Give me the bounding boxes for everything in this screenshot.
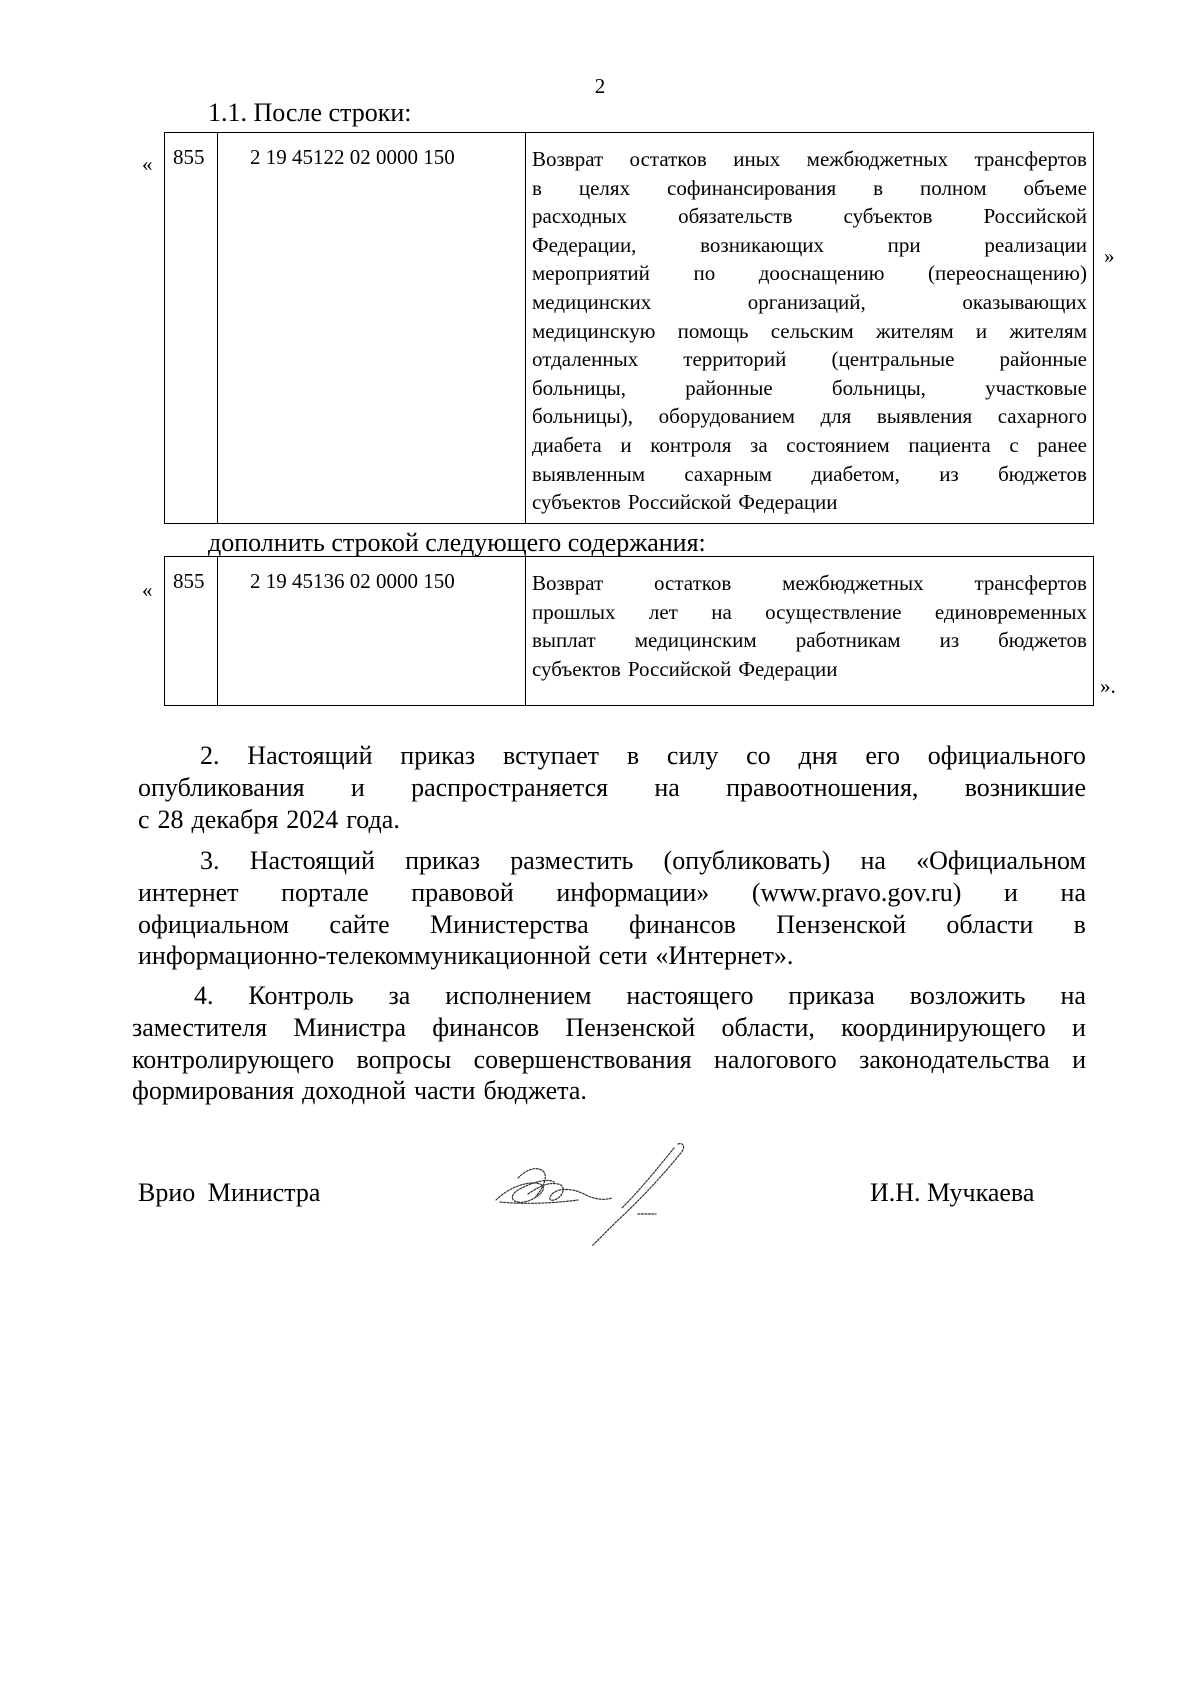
kbk-cell bbox=[218, 557, 526, 706]
text-line: 4. Контроль за исполнением настоящего приказа возложить на bbox=[194, 981, 1086, 1010]
paragraph-control bbox=[132, 980, 1086, 1107]
text-line: Возврат остатков иных межбюджетных трансфертов bbox=[532, 147, 1087, 171]
text-line: субъектов Российской Федерации bbox=[532, 490, 838, 515]
signatory-title: Врио Министра bbox=[138, 1178, 321, 1207]
text-line: отдаленных территорий (центральные районные bbox=[532, 347, 1087, 372]
text-line: с 28 декабря 2024 года. bbox=[138, 804, 400, 834]
amendment-heading-add-row: дополнить строкой следующего содержания: bbox=[208, 528, 706, 557]
description-cell bbox=[526, 557, 1094, 706]
code-cell bbox=[165, 133, 218, 524]
text-line: официальном сайте Министерства финансов Пензенской области в bbox=[138, 909, 1086, 939]
handwritten-signature bbox=[488, 1138, 718, 1248]
table-row bbox=[165, 557, 1094, 706]
budget-classification-code: 2 19 45122 02 0000 150 bbox=[250, 145, 455, 169]
paragraph-publication bbox=[138, 845, 1086, 972]
kbk-cell bbox=[218, 133, 526, 524]
text-line: медицинских организаций, оказывающих bbox=[532, 289, 1087, 314]
budget-classification-code: 2 19 45136 02 0000 150 bbox=[250, 569, 455, 593]
paragraph-effective-date bbox=[138, 740, 1086, 835]
text-line: мероприятий по дооснащению (переоснащению) bbox=[532, 261, 1087, 286]
text-line: интернет портале правовой информации» (www.pravo.gov.ru) и на bbox=[138, 877, 1086, 907]
page-number: 2 bbox=[594, 74, 606, 98]
existing-row-table bbox=[164, 132, 1094, 524]
admin-code: 855 bbox=[173, 569, 205, 593]
text-line: расходных обязательств субъектов Российской bbox=[532, 204, 1087, 229]
row-description bbox=[526, 557, 1093, 683]
text-line: заместителя Министра финансов Пензенской области, координирующего и bbox=[132, 1012, 1086, 1042]
text-line: субъектов Российской Федерации bbox=[532, 656, 838, 681]
text-line: выплат медицинским работникам из бюджетов bbox=[532, 628, 1087, 653]
text-line: Возврат остатков межбюджетных трансфертов bbox=[532, 571, 1087, 595]
text-line: диабета и контроля за состоянием пациента с ранее bbox=[532, 432, 1087, 457]
text-line: контролирующего вопросы совершенствования налогового законодательства и bbox=[132, 1044, 1086, 1074]
table-row bbox=[165, 133, 1094, 524]
amendment-heading-after-row: 1.1. После строки: bbox=[208, 98, 412, 127]
new-row-table bbox=[164, 556, 1094, 706]
text-line: медицинскую помощь сельским жителям и жителям bbox=[532, 318, 1087, 343]
text-line: опубликования и распространяется на правоотношения, возникшие bbox=[138, 772, 1086, 802]
text-line: 2. Настоящий приказ вступает в силу со дня его официального bbox=[200, 741, 1086, 770]
admin-code: 855 bbox=[173, 145, 205, 169]
text-line: больницы, районные больницы, участковые bbox=[532, 375, 1087, 400]
open-quote: « bbox=[142, 152, 153, 176]
close-quote: ». bbox=[1100, 674, 1116, 698]
text-line: Федерации, возникающих при реализации bbox=[532, 232, 1087, 257]
text-line: 3. Настоящий приказ разместить (опубликовать) на «Официальном bbox=[200, 846, 1086, 875]
text-line: прошлых лет на осуществление единовременных bbox=[532, 599, 1087, 624]
signatory-name: И.Н. Мучкаева bbox=[870, 1178, 1035, 1207]
text-line: больницы), оборудованием для выявления сахарного bbox=[532, 404, 1087, 429]
close-quote: » bbox=[1104, 244, 1115, 268]
text-line: формирования доходной части бюджета. bbox=[132, 1076, 587, 1106]
description-cell bbox=[526, 133, 1094, 524]
row-description bbox=[526, 133, 1093, 517]
text-line: в целях софинансирования в полном объеме bbox=[532, 175, 1087, 200]
text-line: выявленным сахарным диабетом, из бюджетов bbox=[532, 461, 1087, 486]
text-line: информационно-телекоммуникационной сети «Интернет». bbox=[138, 941, 794, 971]
open-quote: « bbox=[142, 578, 153, 602]
code-cell bbox=[165, 557, 218, 706]
